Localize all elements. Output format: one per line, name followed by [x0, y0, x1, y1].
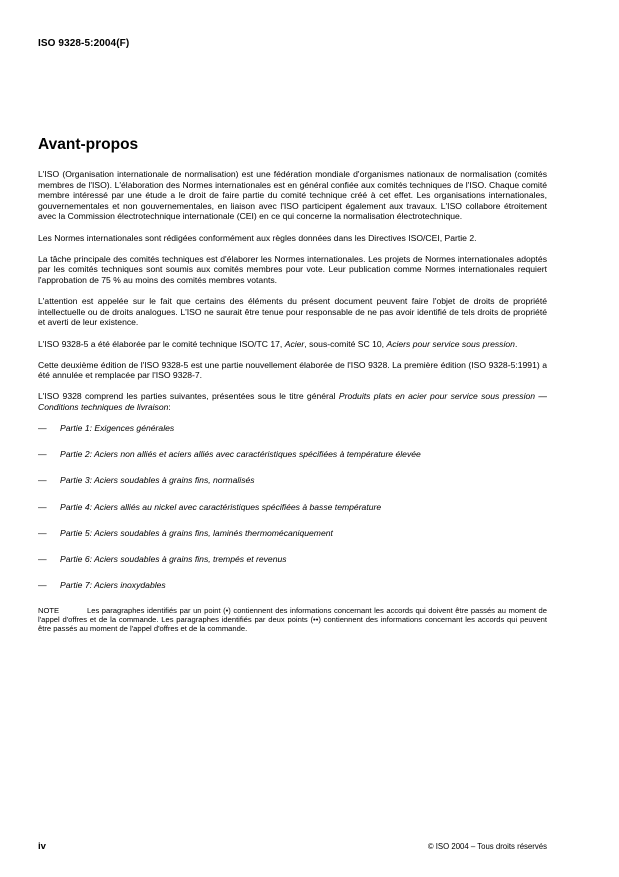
part-title: Partie 6: Aciers soudables à grains fins, trempés et revenus [60, 553, 287, 564]
foreword-body [38, 169, 547, 644]
note-text: Les paragraphes identifiés par un point (•) contiennent des informations concernant les accords qui doivent être passés au moment de l'appel d'offres et de la commande. Les paragraphes identifiés par deux points (••) contiennent des informations concernant les accords qui peuvent être passés au moment de l'appel d'offres et de la commande. [38, 605, 547, 634]
dash-bullet: — [38, 501, 47, 512]
parts-list [38, 423, 547, 590]
copyright-notice: © ISO 2004 – Tous droits réservés [427, 842, 547, 851]
paragraph-parts-intro [38, 391, 547, 412]
part-title: Partie 1: Exigences générales [60, 423, 175, 434]
dash-bullet: — [38, 475, 47, 486]
paragraph-patent-rights: L'attention est appelée sur le fait que certains des éléments du présent document peuvent faire l'objet de droits de propriété intellectuelle ou de droits analogues. L'ISO ne saurait être tenue pour responsable de ne pas avoir identifié de tels droits de propriété et averti de leur existence. [38, 296, 547, 328]
paragraph-technical-committees: La tâche principale des comités techniques est d'élaborer les Normes internationales. Les projets de Normes internationales adoptés par les comités techniques sont soumis aux comités membres pour vote. Leur publication comme Normes internationales requiert l'approbation de 75 % au moins des comités membres votants. [38, 253, 547, 285]
dash-bullet: — [38, 527, 47, 538]
subcommittee-text: , sous-comité SC 10, [304, 338, 387, 349]
prepared-by-period: . [514, 338, 518, 349]
part-title: Partie 7: Aciers inoxydables [60, 579, 166, 590]
dash-bullet: — [38, 579, 47, 590]
subcommittee-name: Aciers pour service sous pression [386, 338, 515, 349]
list-item [38, 449, 547, 460]
part-title: Partie 2: Aciers non alliés et aciers alliés avec caractéristiques spécifiées à température élevée [60, 449, 421, 460]
part-title: Partie 5: Aciers soudables à grains fins, laminés thermomécaniquement [60, 527, 333, 538]
paragraph-iso-organisation: L'ISO (Organisation internationale de normalisation) est une fédération mondiale d'organismes nationaux de normalisation (comités membres de l'ISO). L'élaboration des Normes internationales est en général confiée aux comités techniques de l'ISO. Chaque comité membre intéressé par une étude a le droit de faire partie du comité technique créé à cet effet. Les organisations internationales, gouvernementales et non gouvernementales, en liaison avec l'ISO participent également aux travaux. L'ISO collabore étroitement avec la Commission électrotechnique internationale (CEI) en ce qui concerne la normalisation électrotechnique. [38, 169, 547, 222]
committee-name: Acier [284, 338, 305, 349]
note-block [38, 606, 547, 634]
part-title: Partie 3: Aciers soudables à grains fins, normalisés [60, 475, 255, 486]
parts-intro-text: L'ISO 9328 comprend les parties suivantes, présentées sous le titre général [38, 391, 339, 402]
paragraph-directives: Les Normes internationales sont rédigées conformément aux règles données dans les Directives ISO/CEI, Partie 2. [38, 232, 477, 243]
prepared-by-text: L'ISO 9328-5 a été élaborée par le comité technique ISO/TC 17, [38, 338, 285, 349]
general-title: Produits plats en acier pour service sous pression — Conditions techniques de livraison [38, 391, 547, 413]
part-title: Partie 4: Aciers alliés au nickel avec caractéristiques spécifiées à basse température [60, 501, 382, 512]
paragraph-prepared-by [38, 339, 547, 350]
paragraph-edition: Cette deuxième édition de l'ISO 9328-5 est une partie nouvellement élaborée de l'ISO 9328. La première édition (ISO 9328-5:1991) a été annulée et remplacée par l'ISO 9328-7. [38, 359, 547, 381]
page-number: iv [38, 841, 46, 852]
document-id-header: ISO 9328-5:2004(F) [38, 38, 130, 49]
note-label: NOTE [38, 605, 60, 615]
list-item [38, 528, 547, 539]
dash-bullet: — [38, 423, 47, 434]
dash-bullet: — [38, 449, 47, 460]
list-item [38, 580, 547, 591]
list-item [38, 502, 547, 513]
list-item [38, 423, 547, 434]
list-item [38, 475, 547, 486]
dash-bullet: — [38, 553, 47, 564]
page-title: Avant-propos [38, 136, 139, 153]
parts-intro-colon: : [168, 402, 171, 413]
list-item [38, 554, 547, 565]
